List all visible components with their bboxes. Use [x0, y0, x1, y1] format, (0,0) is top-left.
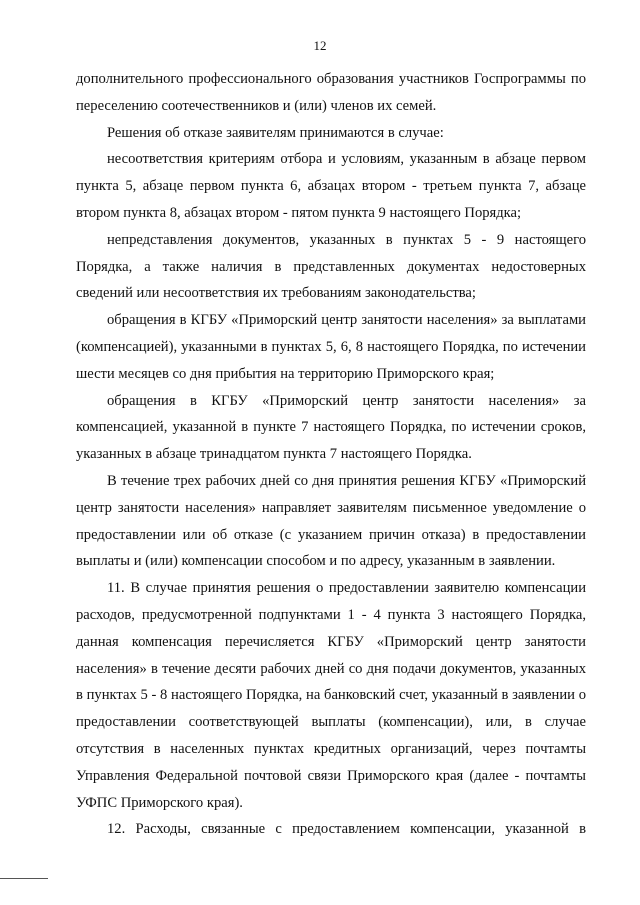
paragraph: 11. В случае принятия решения о предоставлении заявителю компенсации расходов, предусмотренной подпунктами 1 - 4 пункта 3 настоящего Порядка, данная компенсация перечисляется КГБУ «Приморский центр занятости населения» в течение десяти рабочих дней со дня подачи документов, указанных в пунктах 5 - 8 настоящего Порядка, на банковский счет, указанный в заявлении о предоставлении соответствующей выплаты (компенсации), или, в случае отсутствия в населенных пунктах кредитных организаций, через почтамты Управления Федеральной почтовой связи Приморского края (далее - почтамты УФПС Приморского края). [76, 580, 586, 811]
paragraph: дополнительного профессионального образования участников Госпрограммы по переселению соотечественников и (или) членов их семей. [76, 71, 586, 114]
paragraph: обращения в КГБУ «Приморский центр занятости населения» за компенсацией, указанной в пункте 7 настоящего Порядка, по истечении сроков, указанных в абзаце тринадцатом пункта 7 настоящего Порядка. [76, 392, 586, 463]
paragraph: 12. Расходы, связанные с предоставлением компенсации, указанной в [107, 821, 586, 838]
page-number: 12 [313, 38, 327, 53]
body-text [76, 66, 586, 843]
footer-rule [0, 878, 48, 879]
paragraph: В течение трех рабочих дней со дня принятия решения КГБУ «Приморский центр занятости населения» направляет заявителям письменное уведомление о предоставлении или об отказе (с указанием причин отказа) в предоставлении выплаты и (или) компенсации способом и по адресу, указанным в заявлении. [76, 472, 586, 570]
paragraph: Решения об отказе заявителям принимаются в случае: [107, 124, 444, 141]
paragraph: непредставления документов, указанных в пунктах 5 - 9 настоящего Порядка, а также наличия в представленных документах недостоверных сведений или несоответствия их требованиям законодательства; [76, 231, 586, 302]
paragraph: обращения в КГБУ «Приморский центр занятости населения» за выплатами (компенсацией), указанными в пунктах 5, 6, 8 настоящего Порядка, по истечении шести месяцев со дня прибытия на территорию Приморского края; [76, 312, 586, 382]
paragraph: несоответствия критериям отбора и условиям, указанным в абзаце первом пункта 5, абзаце первом пункта 6, абзацах втором - третьем пункта 7, абзаце втором пункта 8, абзацах втором - пятом пункта 9 настоящего Порядка; [76, 151, 586, 221]
